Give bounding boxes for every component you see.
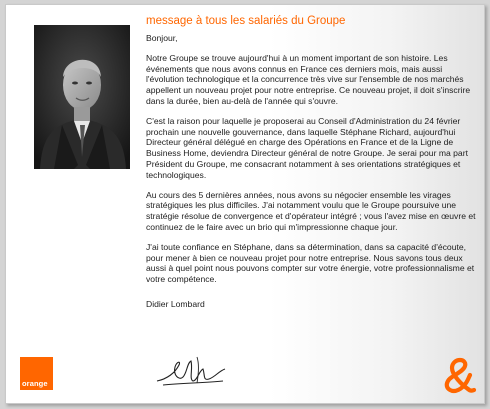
ampersand-logo-icon [438, 355, 478, 395]
letter-title: message à tous les salariés du Groupe [146, 15, 346, 27]
orange-logo-word: orange [22, 379, 48, 388]
paragraph-4: J'ai toute confiance en Stéphane, dans sa détermination, dans sa capacité d'écoute, pour mener à bien ce nouveau projet pour notre entreprise. Nous savons tous deux aussi à quel point nous pouvons compter sur votre énergie, votre professionnalisme et votre compétence. [146, 241, 475, 285]
paragraph-2: C'est la raison pour laquelle je proposerai au Conseil d'Administration du 24 février prochain une nouvelle gouvernance, dans laquelle Stéphane Richard, aujourd'hui Directeur général délégué en charge des Opérations en France et de la Ligne de Business Home, deviendra Directeur général de notre Groupe. Je serai pour ma part Président du Groupe, me consacrant notamment à ses orientations stratégiques et technologiques. [146, 115, 468, 180]
portrait-icon [34, 25, 130, 169]
paragraph-3: Au cours des 5 dernières années, nous avons su négocier ensemble les virages stratégiques les plus difficiles. J'ai notamment voulu que le Groupe poursuive une stratégie résolue de convergence et d'opérateur intégré ; vous l'avez mise en œuvre et continuez de le faire avec un brio qui m'impressionne chaque jour. [146, 189, 476, 232]
signer-name: Didier Lombard [146, 298, 205, 309]
letter-card [5, 4, 485, 404]
letter-body [146, 14, 478, 310]
portrait-photo [34, 25, 130, 169]
paragraph-1: Notre Groupe se trouve aujourd'hui à un moment important de son histoire. Les événements que nous avons connus en France ces derniers mois, mais aussi l'évolution technologique et la concurrence très vive sur l'ensemble de nos marchés appellent un nouveau projet pour notre entreprise. Ce nouveau projet, il doit s'inscrire dans la durée, bien au-delà de l'année qui s'ouvre. [146, 52, 471, 106]
handwritten-signature-icon [153, 351, 233, 391]
orange-logo-icon [20, 357, 53, 390]
letter-greeting: Bonjour, [146, 33, 178, 43]
